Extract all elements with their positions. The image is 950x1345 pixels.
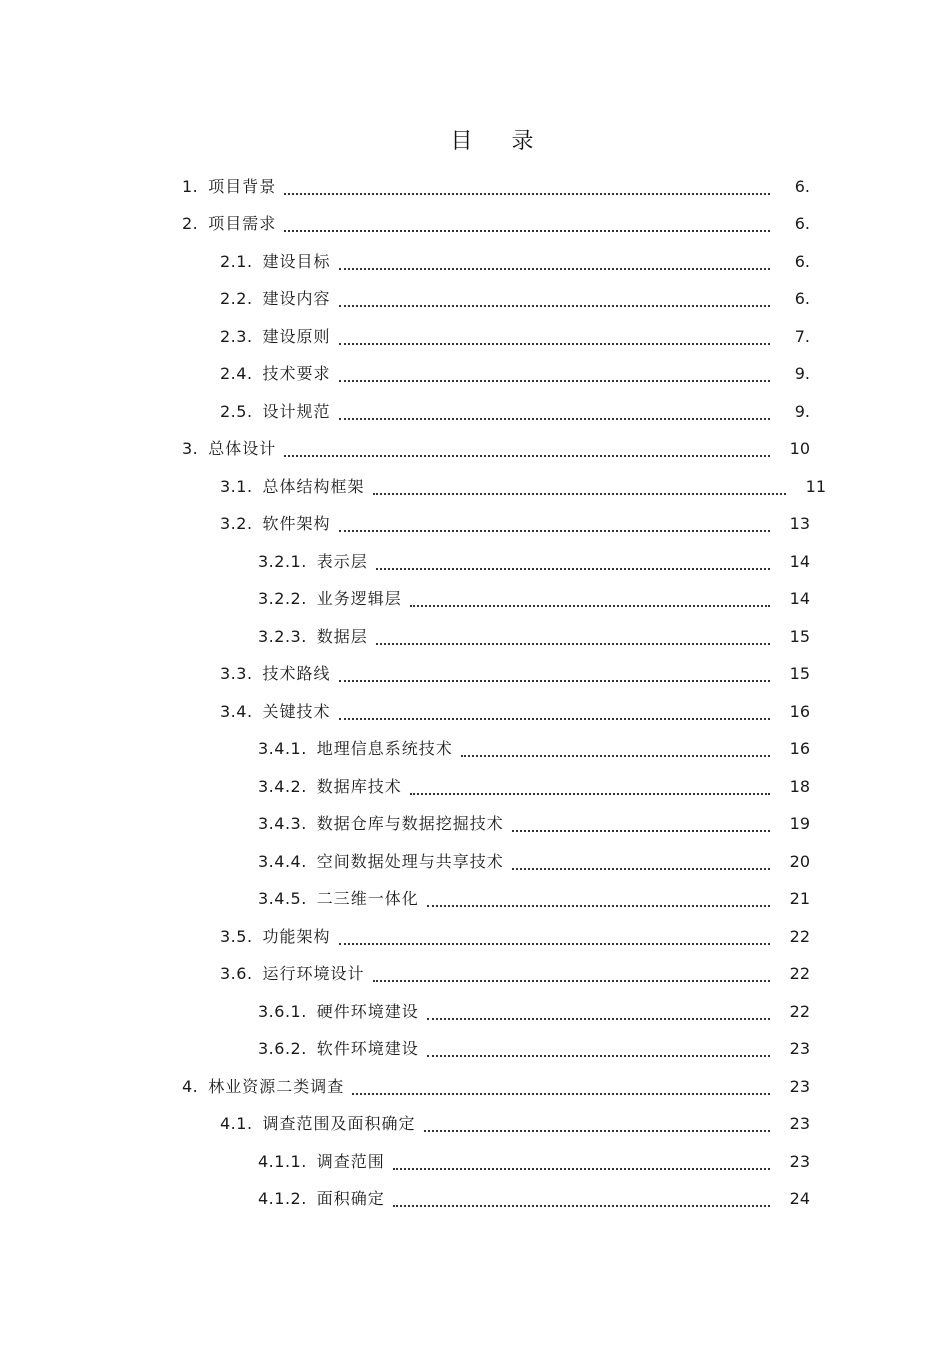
toc-entry-page-number: 10 — [789, 439, 810, 459]
toc-entry-title: 功能架构 — [262, 926, 331, 946]
toc-entry-title: 设计规范 — [262, 401, 331, 421]
toc-entry[interactable] — [0, 768, 950, 806]
toc-entry-title: 运行环境设计 — [262, 964, 365, 984]
dot-leader — [376, 623, 770, 645]
toc-entry-title: 硬件环境建设 — [316, 1001, 419, 1021]
toc-entry-number: 3.2. — [220, 514, 253, 534]
toc-entry-page-number: 16 — [789, 701, 810, 721]
toc-entry-page-number: 18 — [789, 776, 810, 796]
toc-entry-number: 3.2.1. — [258, 551, 307, 571]
toc-entry[interactable] — [0, 1106, 950, 1144]
toc-entry[interactable] — [0, 581, 950, 619]
dot-leader — [339, 923, 770, 945]
toc-entry-page-number: 23 — [789, 1076, 810, 1096]
toc-entry[interactable] — [0, 206, 950, 244]
toc-entry-number: 2.2. — [220, 289, 253, 309]
toc-entry-page-number: 9. — [794, 364, 810, 384]
dot-leader — [410, 773, 770, 795]
toc-entry-number: 3.4.3. — [258, 814, 307, 834]
toc-entry-number: 3.3. — [220, 664, 253, 684]
toc-entry[interactable] — [0, 468, 950, 506]
dot-leader — [284, 173, 770, 195]
dot-leader — [393, 1185, 770, 1207]
toc-entry[interactable] — [0, 731, 950, 769]
dot-leader — [410, 585, 770, 607]
toc-entry-number: 3.6.2. — [258, 1039, 307, 1059]
toc-entry[interactable] — [0, 1181, 950, 1219]
toc-entry-title: 林业资源二类调查 — [208, 1076, 345, 1096]
toc-entry-page-number: 11 — [805, 476, 826, 496]
toc-entry-title: 数据层 — [316, 626, 368, 646]
toc-entry-page-number: 9. — [794, 401, 810, 421]
toc-entry-number: 2. — [182, 214, 199, 234]
dot-leader — [427, 998, 770, 1020]
toc-entry-number: 1. — [182, 176, 199, 196]
toc-entry-title: 数据库技术 — [316, 776, 402, 796]
toc-entry[interactable] — [0, 881, 950, 919]
toc-entry-title: 数据仓库与数据挖掘技术 — [316, 814, 504, 834]
dot-leader — [284, 435, 770, 457]
toc-entry[interactable] — [0, 618, 950, 656]
toc-entry-title: 关键技术 — [262, 701, 331, 721]
toc-entry-number: 4.1.2. — [258, 1189, 307, 1209]
toc-entry[interactable] — [0, 393, 950, 431]
toc-entry[interactable] — [0, 431, 950, 469]
dot-leader — [393, 1148, 770, 1170]
toc-entry[interactable] — [0, 1143, 950, 1181]
toc-list — [0, 168, 950, 1218]
toc-entry-page-number: 22 — [789, 926, 810, 946]
toc-entry[interactable] — [0, 318, 950, 356]
dot-leader — [427, 1035, 770, 1057]
toc-entry-page-number: 15 — [789, 626, 810, 646]
toc-entry-page-number: 14 — [789, 589, 810, 609]
dot-leader — [339, 248, 770, 270]
toc-entry-page-number: 22 — [789, 1001, 810, 1021]
toc-entry-title: 技术路线 — [262, 664, 331, 684]
toc-entry-page-number: 22 — [789, 964, 810, 984]
toc-entry[interactable] — [0, 956, 950, 994]
toc-entry[interactable] — [0, 843, 950, 881]
toc-entry[interactable] — [0, 506, 950, 544]
toc-entry-page-number: 6. — [794, 289, 810, 309]
toc-entry-page-number: 14 — [789, 551, 810, 571]
dot-leader — [339, 660, 770, 682]
toc-entry-number: 3.4.5. — [258, 889, 307, 909]
toc-entry-number: 3.4.2. — [258, 776, 307, 796]
toc-entry[interactable] — [0, 918, 950, 956]
toc-entry-title: 软件架构 — [262, 514, 331, 534]
toc-entry[interactable] — [0, 543, 950, 581]
toc-entry[interactable] — [0, 1068, 950, 1106]
toc-entry-page-number: 23 — [789, 1114, 810, 1134]
dot-leader — [461, 735, 770, 757]
toc-entry-page-number: 6. — [794, 176, 810, 196]
dot-leader — [339, 398, 770, 420]
toc-entry-title: 建设目标 — [262, 251, 331, 271]
toc-entry-page-number: 13 — [789, 514, 810, 534]
toc-title: 目 录 — [450, 129, 550, 154]
dot-leader — [376, 548, 770, 570]
toc-entry-title: 项目背景 — [208, 176, 277, 196]
toc-entry-number: 3.1. — [220, 476, 253, 496]
toc-entry-number: 4.1.1. — [258, 1151, 307, 1171]
toc-entry-page-number: 23 — [789, 1039, 810, 1059]
dot-leader — [352, 1073, 770, 1095]
dot-leader — [284, 210, 770, 232]
dot-leader — [339, 510, 770, 532]
toc-entry-page-number: 20 — [789, 851, 810, 871]
dot-leader — [373, 473, 786, 495]
dot-leader — [512, 848, 770, 870]
toc-entry-number: 3.2.3. — [258, 626, 307, 646]
toc-entry-number: 3.4.1. — [258, 739, 307, 759]
dot-leader — [339, 285, 770, 307]
dot-leader — [373, 960, 770, 982]
toc-entry-number: 2.5. — [220, 401, 253, 421]
toc-entry-page-number: 15 — [789, 664, 810, 684]
toc-entry[interactable] — [0, 243, 950, 281]
toc-entry-number: 2.1. — [220, 251, 253, 271]
toc-entry-number: 2.3. — [220, 326, 253, 346]
dot-leader — [339, 323, 770, 345]
toc-entry[interactable] — [0, 806, 950, 844]
toc-entry-number: 3.6.1. — [258, 1001, 307, 1021]
toc-entry-page-number: 6. — [794, 214, 810, 234]
toc-entry-number: 3.2.2. — [258, 589, 307, 609]
toc-entry-title: 表示层 — [316, 551, 368, 571]
dot-leader — [339, 698, 770, 720]
toc-entry-page-number: 16 — [789, 739, 810, 759]
toc-entry-title: 业务逻辑层 — [316, 589, 402, 609]
toc-entry-title: 软件环境建设 — [316, 1039, 419, 1059]
toc-entry-title: 面积确定 — [316, 1189, 385, 1209]
toc-entry-title: 调查范围及面积确定 — [262, 1114, 416, 1134]
toc-entry-title: 建设内容 — [262, 289, 331, 309]
toc-entry[interactable] — [0, 1031, 950, 1069]
toc-entry[interactable] — [0, 168, 950, 206]
toc-entry-title: 建设原则 — [262, 326, 331, 346]
toc-entry-page-number: 23 — [789, 1151, 810, 1171]
toc-entry-number: 3.4.4. — [258, 851, 307, 871]
toc-entry-page-number: 21 — [789, 889, 810, 909]
toc-entry[interactable] — [0, 693, 950, 731]
toc-entry-title: 项目需求 — [208, 214, 277, 234]
toc-entry-page-number: 19 — [789, 814, 810, 834]
dot-leader — [427, 885, 770, 907]
toc-entry-number: 3. — [182, 439, 199, 459]
toc-entry-number: 4. — [182, 1076, 199, 1096]
toc-entry[interactable] — [0, 356, 950, 394]
toc-entry[interactable] — [0, 993, 950, 1031]
dot-leader — [512, 810, 770, 832]
dot-leader — [339, 360, 770, 382]
toc-entry-title: 调查范围 — [316, 1151, 385, 1171]
toc-entry-number: 3.4. — [220, 701, 253, 721]
toc-entry-title: 地理信息系统技术 — [316, 739, 453, 759]
toc-entry-number: 2.4. — [220, 364, 253, 384]
toc-entry[interactable] — [0, 281, 950, 319]
toc-entry[interactable] — [0, 656, 950, 694]
toc-entry-title: 空间数据处理与共享技术 — [316, 851, 504, 871]
toc-entry-page-number: 7. — [794, 326, 810, 346]
toc-entry-title: 技术要求 — [262, 364, 331, 384]
toc-entry-title: 总体结构框架 — [262, 476, 365, 496]
toc-entry-page-number: 24 — [789, 1189, 810, 1209]
toc-entry-number: 3.5. — [220, 926, 253, 946]
toc-entry-number: 4.1. — [220, 1114, 253, 1134]
dot-leader — [424, 1110, 770, 1132]
toc-entry-number: 3.6. — [220, 964, 253, 984]
toc-entry-page-number: 6. — [794, 251, 810, 271]
toc-entry-title: 总体设计 — [208, 439, 277, 459]
toc-entry-title: 二三维一体化 — [316, 889, 419, 909]
